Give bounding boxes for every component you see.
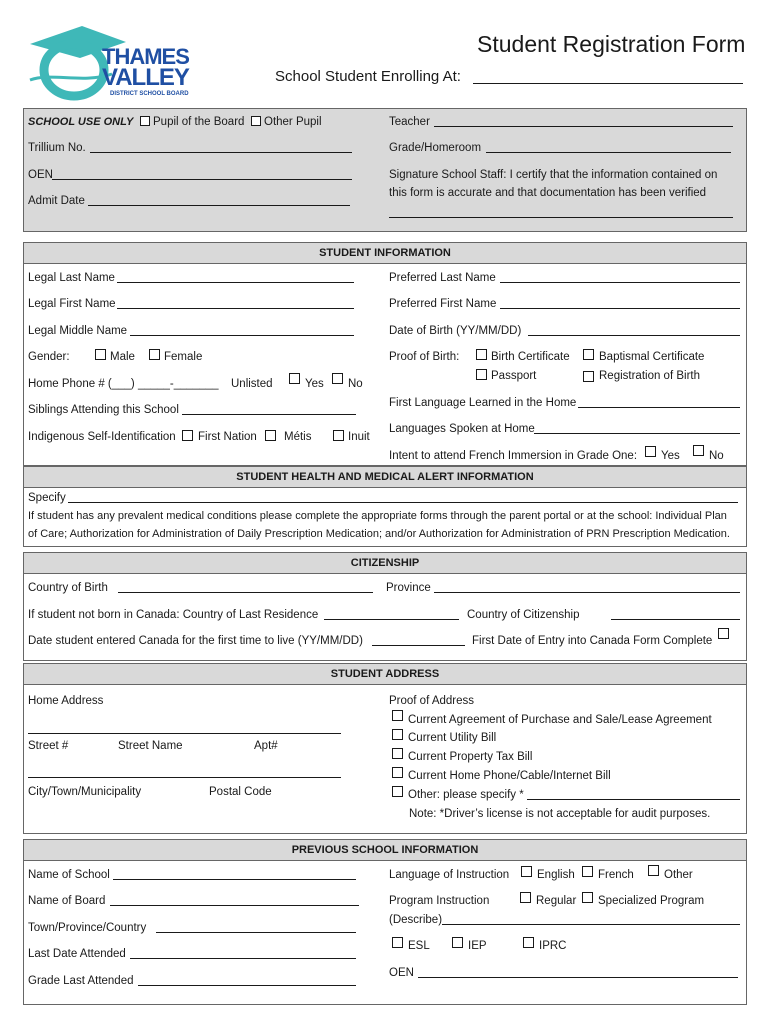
legal-middle-input[interactable] bbox=[130, 324, 354, 336]
baptismal-cert-label: Baptismal Certificate bbox=[599, 351, 705, 363]
legal-first-label: Legal First Name bbox=[28, 298, 116, 310]
languages-spoken-input[interactable] bbox=[534, 422, 740, 434]
logo-word-thames: THAMES bbox=[102, 44, 189, 69]
legal-last-input[interactable] bbox=[117, 271, 354, 283]
province-input[interactable] bbox=[434, 581, 740, 593]
enrolling-label: School Student Enrolling At: bbox=[275, 68, 461, 85]
oen-label: OEN bbox=[28, 169, 53, 181]
proof-opt4-checkbox[interactable] bbox=[392, 767, 403, 778]
french-immersion-no-checkbox[interactable] bbox=[693, 445, 704, 456]
last-residence-input[interactable] bbox=[324, 608, 459, 620]
province-label: Province bbox=[386, 582, 431, 594]
english-checkbox[interactable] bbox=[521, 866, 532, 877]
school-use-label: SCHOOL USE ONLY bbox=[28, 116, 134, 128]
proof-opt4-label: Current Home Phone/Cable/Internet Bill bbox=[408, 770, 611, 782]
proof-other-input[interactable] bbox=[527, 788, 740, 800]
unlisted-yes-checkbox[interactable] bbox=[289, 373, 300, 384]
first-language-label: First Language Learned in the Home bbox=[389, 397, 577, 409]
admit-date-label: Admit Date bbox=[28, 195, 85, 207]
male-checkbox[interactable] bbox=[95, 349, 106, 360]
describe-label: (Describe) bbox=[389, 914, 443, 926]
french-label: French bbox=[598, 869, 634, 881]
french-immersion-no-label: No bbox=[709, 450, 724, 462]
teacher-input[interactable] bbox=[434, 115, 733, 127]
french-checkbox[interactable] bbox=[582, 866, 593, 877]
unlisted-label: Unlisted bbox=[231, 378, 273, 390]
apt-label: Apt# bbox=[254, 740, 278, 752]
health-header: STUDENT HEALTH AND MEDICAL ALERT INFORMATION bbox=[23, 466, 747, 488]
french-immersion-label: Intent to attend French Immersion in Grade One: bbox=[389, 450, 638, 462]
first-entry-label: First Date of Entry into Canada Form Complete bbox=[472, 635, 713, 647]
inuit-checkbox[interactable] bbox=[333, 430, 344, 441]
registration-birth-checkbox[interactable] bbox=[583, 371, 594, 382]
program-label: Program Instruction bbox=[389, 895, 490, 907]
date-entered-input[interactable] bbox=[372, 634, 465, 646]
address-header: STUDENT ADDRESS bbox=[23, 663, 747, 685]
board-name-input[interactable] bbox=[110, 894, 359, 906]
grade-last-input[interactable] bbox=[138, 974, 356, 986]
regular-label: Regular bbox=[536, 895, 577, 907]
dob-label: Date of Birth (YY/MM/DD) bbox=[389, 325, 522, 337]
iprc-checkbox[interactable] bbox=[523, 937, 534, 948]
first-language-input[interactable] bbox=[578, 396, 740, 408]
previous-header: PREVIOUS SCHOOL INFORMATION bbox=[23, 839, 747, 861]
city-label: City/Town/Municipality bbox=[28, 786, 142, 798]
signature-text-line2: this form is accurate and that documentation has been verified bbox=[389, 187, 707, 199]
legal-first-input[interactable] bbox=[117, 297, 354, 309]
preferred-first-label: Preferred First Name bbox=[389, 298, 497, 310]
street-no-label: Street # bbox=[28, 740, 69, 752]
proof-opt2-checkbox[interactable] bbox=[392, 729, 403, 740]
unlisted-no-checkbox[interactable] bbox=[332, 373, 343, 384]
trillium-input[interactable] bbox=[90, 141, 352, 153]
pupil-board-label: Pupil of the Board bbox=[153, 116, 245, 128]
registration-birth-label: Registration of Birth bbox=[599, 370, 700, 382]
other-pupil-label: Other Pupil bbox=[264, 116, 322, 128]
enrolling-input[interactable] bbox=[473, 72, 743, 84]
specify-input[interactable] bbox=[68, 491, 738, 503]
country-birth-label: Country of Birth bbox=[28, 582, 108, 594]
school-name-input[interactable] bbox=[113, 868, 356, 880]
preferred-last-label: Preferred Last Name bbox=[389, 272, 496, 284]
grade-homeroom-input[interactable] bbox=[486, 141, 731, 153]
lang-instruction-label: Language of Instruction bbox=[389, 869, 510, 881]
last-date-label: Last Date Attended bbox=[28, 948, 126, 960]
logo bbox=[22, 22, 212, 102]
specialized-label: Specialized Program bbox=[598, 895, 705, 907]
siblings-label: Siblings Attending this School bbox=[28, 404, 179, 416]
pupil-board-checkbox[interactable] bbox=[140, 116, 150, 126]
male-label: Male bbox=[110, 351, 135, 363]
postal-label: Postal Code bbox=[209, 786, 272, 798]
proof-birth-label: Proof of Birth: bbox=[389, 351, 460, 363]
dob-input[interactable] bbox=[528, 324, 740, 336]
school-name-label: Name of School bbox=[28, 869, 110, 881]
describe-input[interactable] bbox=[442, 913, 740, 925]
logo-subtitle: DISTRICT SCHOOL BOARD bbox=[110, 91, 189, 97]
iep-label: IEP bbox=[468, 940, 487, 952]
country-citizenship-label: Country of Citizenship bbox=[467, 609, 580, 621]
country-birth-input[interactable] bbox=[118, 581, 373, 593]
date-entered-label: Date student entered Canada for the first time to live (YY/MM/DD) bbox=[28, 635, 363, 647]
indigenous-label: Indigenous Self-Identification bbox=[28, 431, 176, 443]
proof-opt3-label: Current Property Tax Bill bbox=[408, 751, 533, 763]
specify-label: Specify bbox=[28, 492, 66, 504]
logo-word-valley: VALLEY bbox=[102, 64, 189, 91]
proof-opt1-label: Current Agreement of Purchase and Sale/Lease Agreement bbox=[408, 714, 712, 726]
home-phone-label[interactable]: Home Phone # (___) _____-_______ bbox=[28, 378, 219, 390]
metis-label: Métis bbox=[284, 431, 312, 443]
town-label: Town/Province/Country bbox=[28, 922, 147, 934]
unlisted-no-label: No bbox=[348, 378, 363, 390]
last-date-input[interactable] bbox=[130, 947, 356, 959]
french-immersion-yes-label: Yes bbox=[661, 450, 680, 462]
grade-last-label: Grade Last Attended bbox=[28, 975, 134, 987]
other-label: Other bbox=[664, 869, 693, 881]
address-note: Note: *Driver’s license is not acceptable for audit purposes. bbox=[409, 808, 711, 820]
unlisted-yes-label: Yes bbox=[305, 378, 324, 390]
admit-date-input[interactable] bbox=[88, 194, 350, 206]
female-label: Female bbox=[164, 351, 203, 363]
signature-text-line1: Signature School Staff: I certify that the information contained on bbox=[389, 169, 718, 181]
proof-opt2-label: Current Utility Bill bbox=[408, 732, 497, 744]
proof-opt3-checkbox[interactable] bbox=[392, 748, 403, 759]
health-note-line2: of Care; Authorization for Administration of Daily Prescription Medication; and/or Authorization for Administration of PRN Prescription Medication. bbox=[28, 528, 730, 540]
metis-checkbox[interactable] bbox=[265, 430, 276, 441]
esl-checkbox[interactable] bbox=[392, 937, 403, 948]
siblings-input[interactable] bbox=[182, 403, 356, 415]
regular-checkbox[interactable] bbox=[520, 892, 531, 903]
preferred-first-input[interactable] bbox=[500, 297, 740, 309]
baptismal-cert-checkbox[interactable] bbox=[583, 349, 594, 360]
french-immersion-yes-checkbox[interactable] bbox=[645, 446, 656, 457]
proof-opt5-checkbox[interactable] bbox=[392, 786, 403, 797]
proof-opt1-checkbox[interactable] bbox=[392, 710, 403, 721]
grade-homeroom-label: Grade/Homeroom bbox=[389, 142, 482, 154]
passport-checkbox[interactable] bbox=[476, 369, 487, 380]
oen-input[interactable] bbox=[52, 168, 352, 180]
birth-cert-checkbox[interactable] bbox=[476, 349, 487, 360]
english-label: English bbox=[537, 869, 575, 881]
iprc-label: IPRC bbox=[539, 940, 567, 952]
languages-spoken-label: Languages Spoken at Home bbox=[389, 423, 535, 435]
preferred-last-input[interactable] bbox=[500, 271, 740, 283]
signature-input[interactable] bbox=[389, 206, 733, 218]
prev-oen-input[interactable] bbox=[418, 966, 738, 978]
specialized-checkbox[interactable] bbox=[582, 892, 593, 903]
proof-opt5-label: Other: please specify * bbox=[408, 789, 524, 801]
board-name-label: Name of Board bbox=[28, 895, 106, 907]
country-citizenship-input[interactable] bbox=[611, 608, 740, 620]
student-info-header: STUDENT INFORMATION bbox=[23, 242, 747, 264]
first-nation-checkbox[interactable] bbox=[182, 430, 193, 441]
other-checkbox[interactable] bbox=[648, 865, 659, 876]
female-checkbox[interactable] bbox=[149, 349, 160, 360]
last-residence-label: If student not born in Canada: Country of Last Residence bbox=[28, 609, 319, 621]
home-address-label: Home Address bbox=[28, 695, 104, 707]
teacher-label: Teacher bbox=[389, 116, 430, 128]
prev-oen-label: OEN bbox=[389, 967, 414, 979]
gender-label: Gender: bbox=[28, 351, 70, 363]
health-note-line1: If student has any prevalent medical conditions please complete the appropriate forms through the parent portal or at the school: Individual Plan bbox=[28, 510, 727, 522]
home-address-input[interactable] bbox=[28, 722, 341, 734]
street-name-label: Street Name bbox=[118, 740, 183, 752]
legal-last-label: Legal Last Name bbox=[28, 272, 115, 284]
city-input[interactable] bbox=[28, 766, 341, 778]
town-input[interactable] bbox=[156, 921, 356, 933]
proof-address-label: Proof of Address bbox=[389, 695, 475, 707]
iep-checkbox[interactable] bbox=[452, 937, 463, 948]
trillium-label: Trillium No. bbox=[28, 142, 86, 154]
first-nation-label: First Nation bbox=[198, 431, 257, 443]
esl-label: ESL bbox=[408, 940, 430, 952]
first-entry-checkbox[interactable] bbox=[718, 628, 729, 639]
citizenship-header: CITIZENSHIP bbox=[23, 552, 747, 574]
other-pupil-checkbox[interactable] bbox=[251, 116, 261, 126]
birth-cert-label: Birth Certificate bbox=[491, 351, 570, 363]
page-title: Student Registration Form bbox=[477, 31, 746, 57]
passport-label: Passport bbox=[491, 370, 537, 382]
legal-middle-label: Legal Middle Name bbox=[28, 325, 128, 337]
inuit-label: Inuit bbox=[348, 431, 370, 443]
